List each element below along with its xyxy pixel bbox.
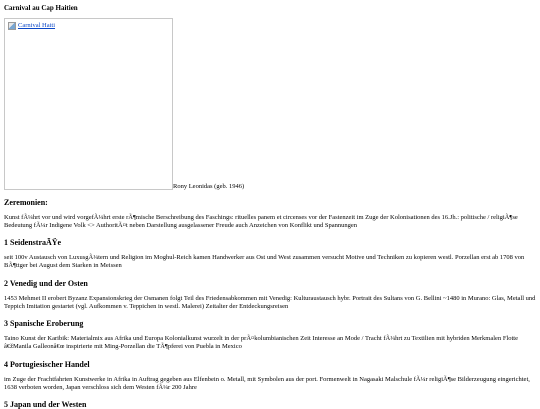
section-heading-spanische-eroberung: 3 Spanische Eroberung xyxy=(4,319,84,328)
section-heading-japan: 5 Japan und der Westen xyxy=(4,400,87,409)
section-heading-zeremonien: Zeremonien: xyxy=(4,198,48,207)
image-alt-text: Carnival Haiti xyxy=(18,22,56,29)
section-text-spanische-eroberung: Taino Kunst der Karibik: Materialmix aus Afrika und Europa Kolonialkunst wurzelt in der prÃ¤kolumbianischen Zeit Interesse an Mode / Tracht fÃ¼hrt zu Textilien mit hybriden Merkmalen Flotte â€žManila Galleonâ€œ inspirierte mit Ming-Porzellan die TÃ¶pferei von Puebla in Mexico xyxy=(4,335,518,351)
section-heading-seidenstrasse: 1 SeidenstraÃŸe xyxy=(4,238,62,247)
broken-image xyxy=(8,22,55,30)
broken-image-icon xyxy=(8,22,16,30)
section-text-seidenstrasse: seit 100v Austausch von LuxusgÃ¼tern und Religion im Moghul-Reich kamen Handwerker aus Ost und West zusammen versucht Motive und Techniken zu kopieren westl. Porzellan erst ab 1708 von BÃ¶ttger bei August dem Starken in Meissen xyxy=(4,254,525,270)
section-heading-venedig: 2 Venedig und der Osten xyxy=(4,279,88,288)
section-text-zeremonien: Kunst fÃ¼hrt vor und wird vorgefÃ¼hrt erste rÃ¶mische Berschreibung des Faschings: rituelles panem et circenses vor der Fastenzeit im Zuge der Kolonisationen des 16.Jh.: politische / religiÃ¶se Bedeutung fÃ¼r Indigene Volk <> AuthoritÃ¤t neben Darstellung ausgelassener Freude auch Anzeichen von Konflikt und Spannungen xyxy=(4,214,518,230)
page-title: Carnival au Cap Haitien xyxy=(4,4,78,12)
section-text-venedig: 1453 Mehmet II erobert Byzanz Expansionskrieg der Osmanen folgt Teil des Friedensabkommen mit Venedig: Kulturaustausch hybr. Portrait des Sultans von G. Bellini ~1480 in Murano: Glas, Metall und Teppich Imitation gestartet (vgl. Aufkommen v. Teppichen in westl. Malerei) Zeitalter der Entdeckungsreisen xyxy=(4,295,536,311)
artwork-image-placeholder xyxy=(4,18,173,190)
section-heading-portugiesischer-handel: 4 Portugiesischer Handel xyxy=(4,360,90,369)
image-caption: Rony Leonidas (geb. 1946) xyxy=(173,183,245,190)
section-text-portugiesischer-handel: im Zuge der Frachtfahrten Kunstwerke in Afrika in Auftrag gegeben aus Elfenbein o. Metall, mit Symbolen aus der port. Formenwelt in Nagasaki Malschule fÃ¼r religiÃ¶se Bilderzeugung eingerichtet, 1638 verboten worden, Japan verschloss sich dem Westen fÃ¼r 200 Jahre xyxy=(4,376,530,392)
